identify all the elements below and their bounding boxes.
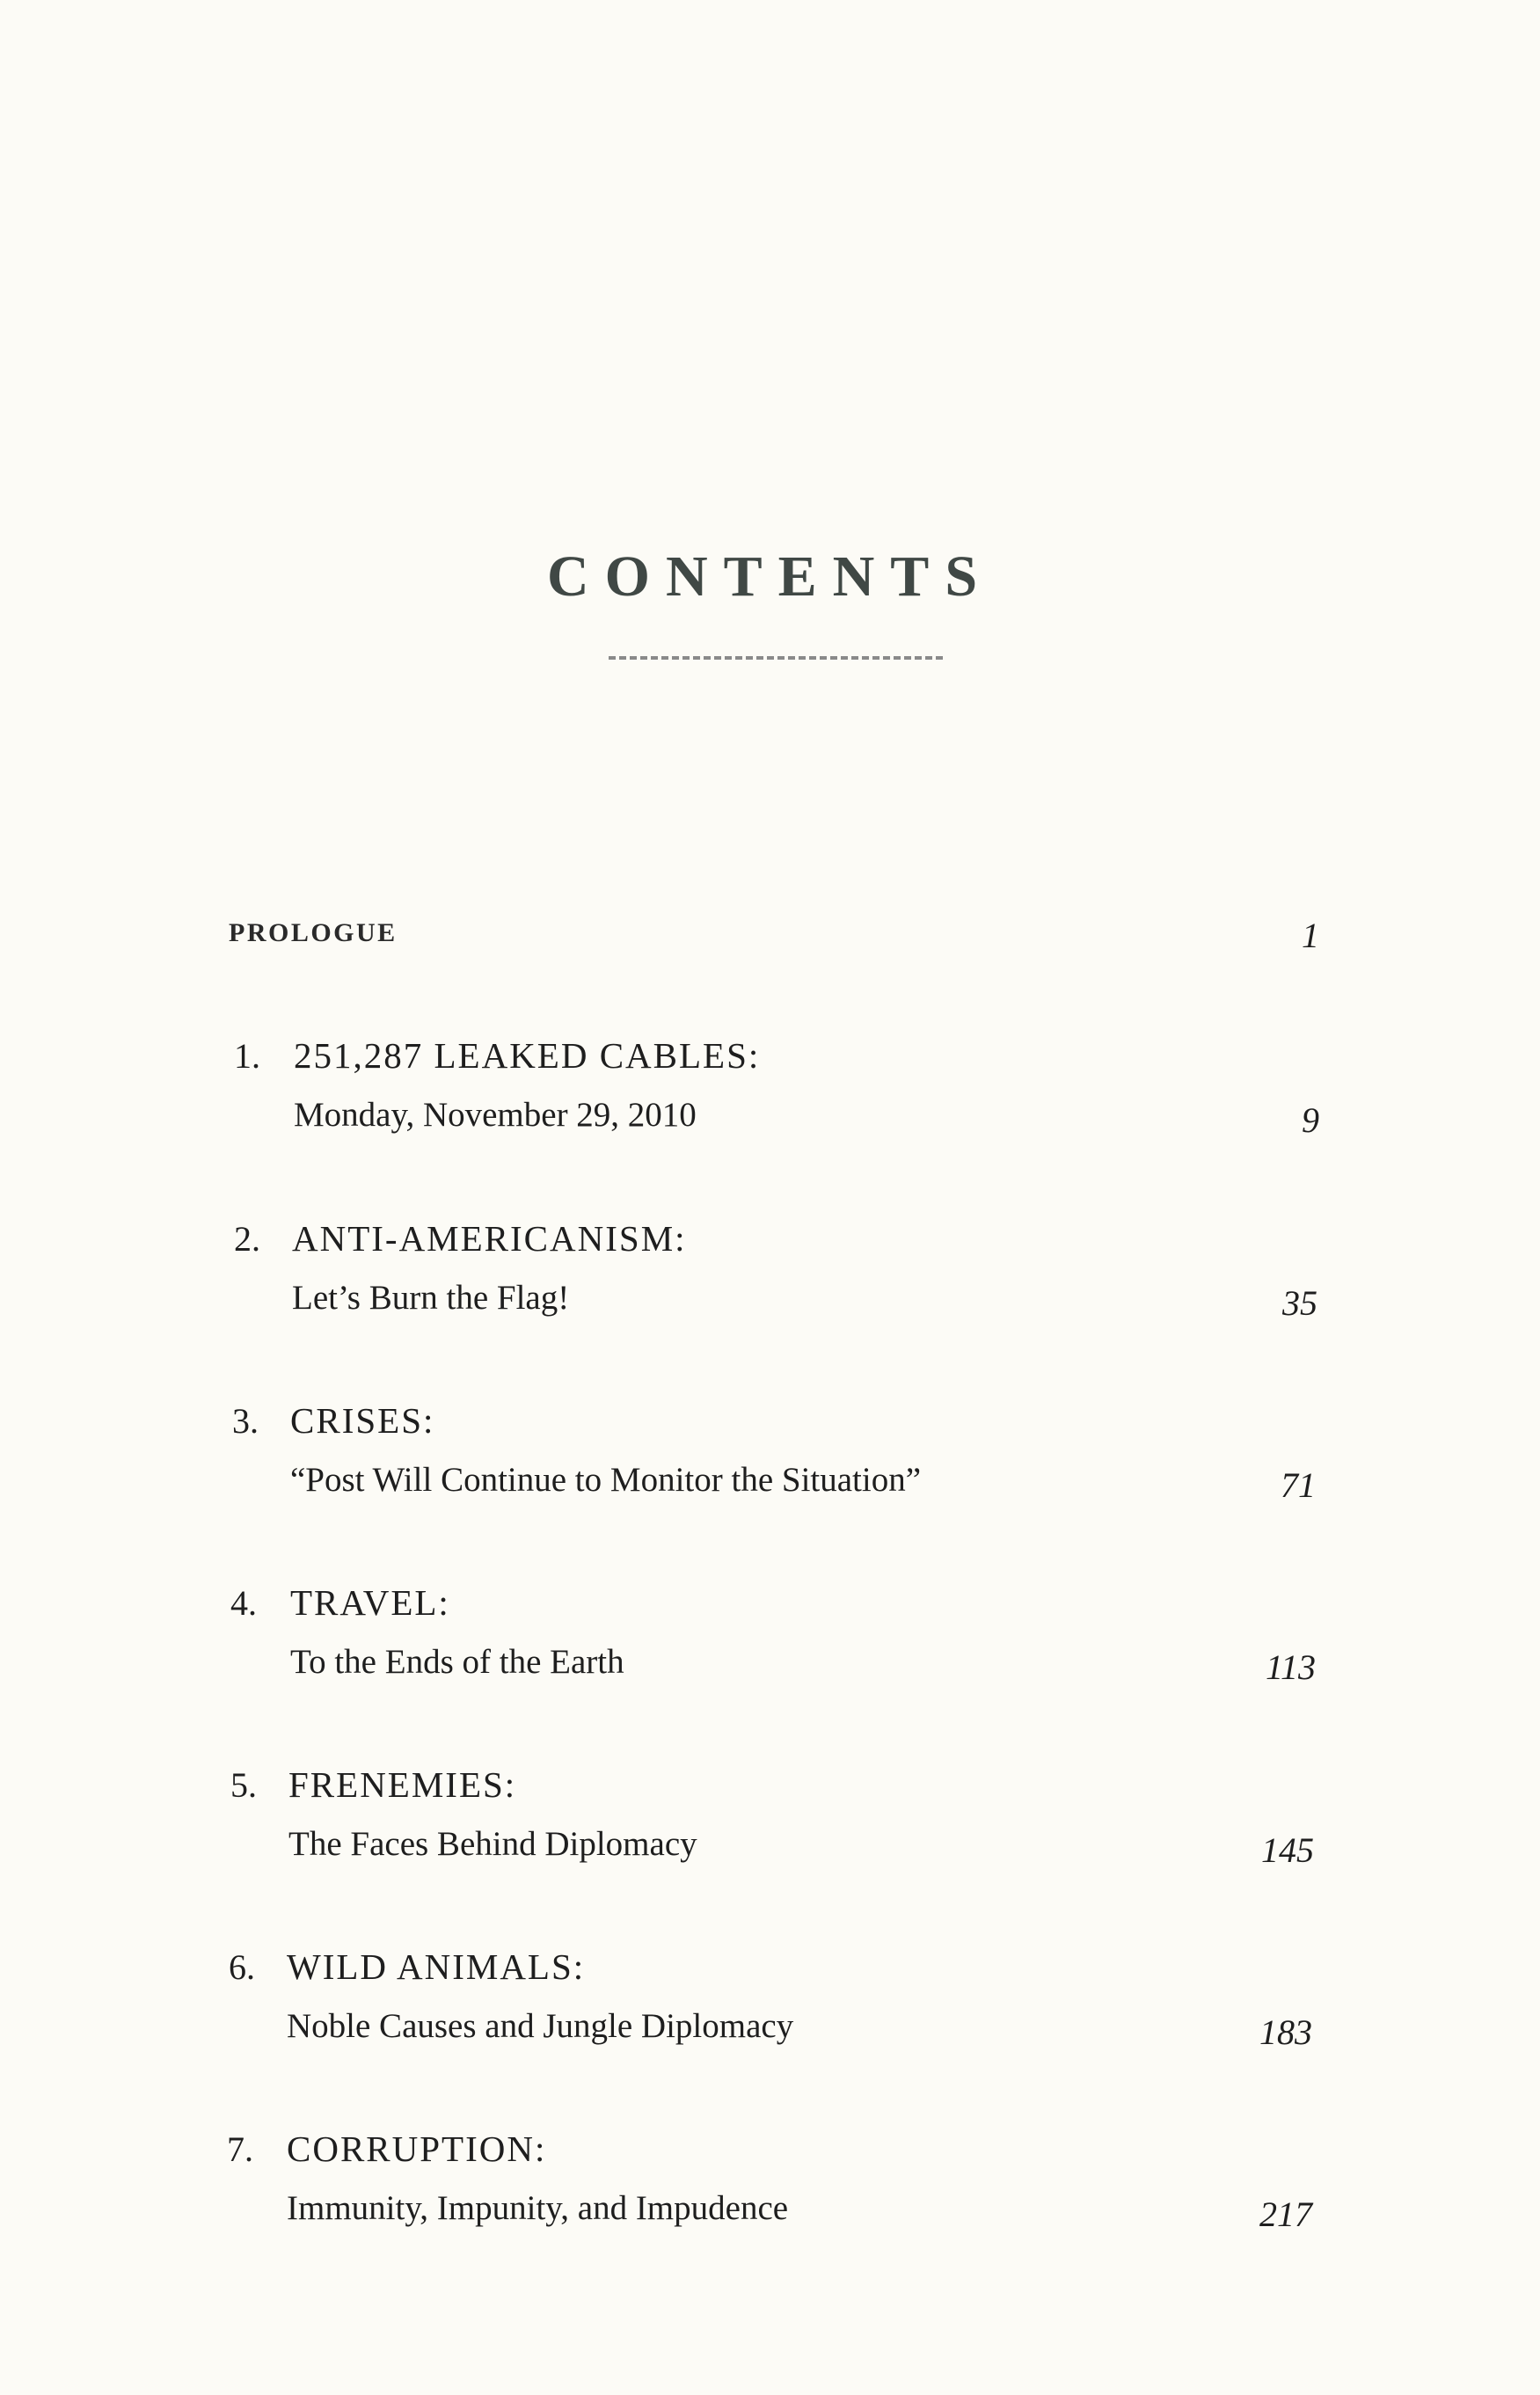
chapter-title: CRISES: xyxy=(290,1400,435,1441)
chapter-title: FRENEMIES: xyxy=(288,1764,517,1805)
chapter-subtitle: Let’s Burn the Flag! xyxy=(292,1279,570,1317)
chapter-number: 7. xyxy=(227,2129,253,2169)
chapter-page-number: 183 xyxy=(1259,2012,1312,2052)
chapter-number: 3. xyxy=(232,1401,259,1441)
chapter-page-number: 217 xyxy=(1259,2194,1312,2234)
chapter-subtitle: To the Ends of the Earth xyxy=(290,1643,624,1681)
chapter-page-number: 145 xyxy=(1261,1830,1314,1870)
chapter-number: 1. xyxy=(234,1036,260,1076)
chapter-subtitle: The Faces Behind Diplomacy xyxy=(288,1825,697,1863)
chapter-subtitle: Noble Causes and Jungle Diplomacy xyxy=(287,2007,794,2045)
prologue-label: PROLOGUE xyxy=(229,918,398,947)
chapter-number: 2. xyxy=(234,1219,260,1259)
chapter-page-number: 9 xyxy=(1302,1100,1319,1140)
chapter-subtitle: “Post Will Continue to Monitor the Situation” xyxy=(290,1461,922,1499)
chapter-number: 4. xyxy=(230,1583,257,1623)
chapter-title: TRAVEL: xyxy=(290,1582,450,1623)
chapter-number: 6. xyxy=(229,1947,255,1987)
chapter-title: ANTI-AMERICANISM: xyxy=(292,1218,687,1259)
chapter-subtitle: Monday, November 29, 2010 xyxy=(294,1096,697,1134)
chapter-title: CORRUPTION: xyxy=(287,2128,547,2169)
chapter-title: 251,287 LEAKED CABLES: xyxy=(294,1035,761,1076)
chapter-number: 5. xyxy=(230,1765,257,1805)
chapter-page-number: 113 xyxy=(1265,1647,1316,1687)
page-title: CONTENTS xyxy=(546,544,994,609)
prologue-page-number: 1 xyxy=(1302,916,1319,955)
chapter-page-number: 35 xyxy=(1282,1283,1317,1323)
chapter-subtitle: Immunity, Impunity, and Impudence xyxy=(287,2189,789,2227)
title-dashed-rule xyxy=(609,656,943,660)
chapter-page-number: 71 xyxy=(1281,1465,1316,1505)
chapter-title: WILD ANIMALS: xyxy=(287,1946,586,1987)
